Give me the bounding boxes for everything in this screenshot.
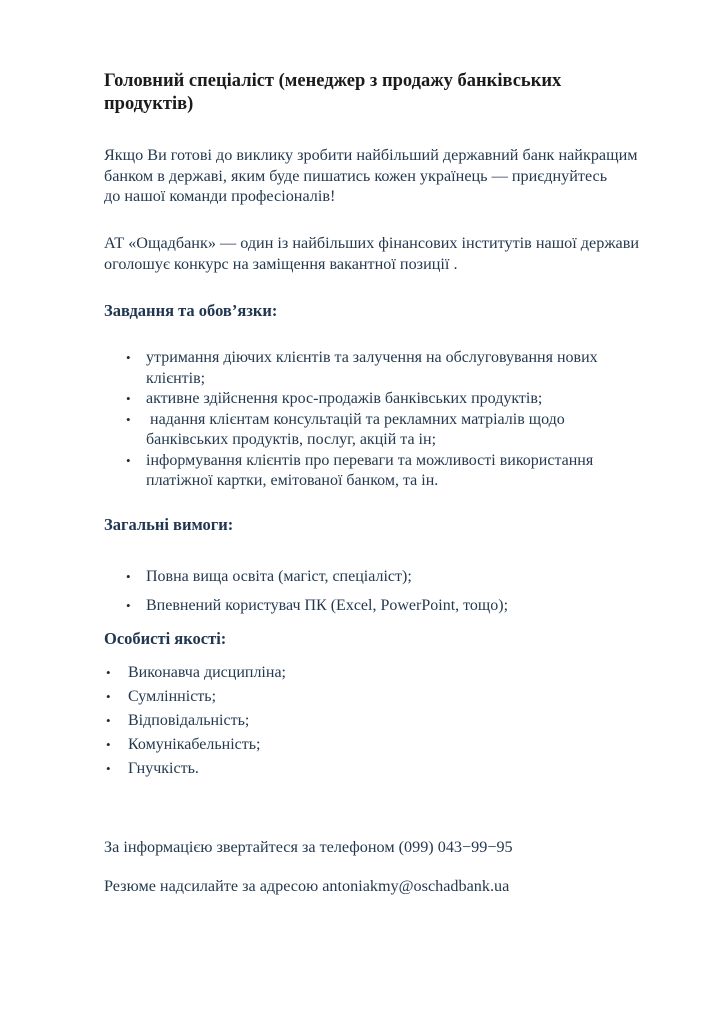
intro-line: банком в державі, яким буде пишатись кожен українець — приєднуйтесь — [104, 166, 608, 185]
list-item-text: Повна вища освіта (магіст, спеціаліст); — [146, 568, 412, 585]
requirements-list — [126, 567, 509, 624]
job-title-line: продуктів) — [104, 94, 194, 114]
list-item — [126, 410, 598, 451]
list-item — [126, 451, 598, 492]
bullet-icon: • — [106, 665, 111, 680]
list-item-text: утримання діючих клієнтів та залучення на обслуговування нових — [146, 349, 598, 366]
list-item-text: платіжної картки, емітованої банком, та ін. — [146, 472, 439, 489]
list-item — [126, 348, 598, 389]
bullet-icon: • — [126, 411, 131, 427]
list-item-text: банківських продуктів, послуг, акцій та ін; — [146, 431, 437, 448]
job-title-line: Головний спеціаліст (менеджер з продажу банківських — [104, 71, 562, 91]
list-item — [106, 735, 286, 756]
list-item-text: активне здійснення крос-продажів банківських продуктів; — [146, 390, 543, 407]
duties-heading: Завдання та обов’язки: — [104, 301, 278, 320]
qualities-list — [106, 663, 286, 783]
about-line: АТ «Ощадбанк» — один із найбільших фінансових інститутів нашої держави — [104, 234, 639, 252]
list-item — [106, 687, 286, 708]
contact-phone: За інформацією звертайтеся за телефоном (099) 043−99−95 — [104, 838, 513, 856]
list-item — [106, 663, 286, 684]
list-item-text: Гнучкість. — [128, 760, 199, 777]
bullet-icon: • — [126, 569, 131, 584]
list-item-text: Виконавча дисципліна; — [128, 664, 286, 681]
bullet-icon: • — [126, 452, 131, 468]
bullet-icon: • — [126, 391, 131, 406]
list-item-text: Впевнений користувач ПК (Excel, PowerPoint, тощо); — [146, 596, 509, 614]
about-line: оголошує конкурс на заміщення вакантної позиції . — [104, 254, 458, 273]
intro-line: Якщо Ви готові до виклику зробити найбільший державний банк найкращим — [104, 146, 638, 164]
bullet-icon: • — [106, 761, 111, 776]
contact-email: Резюме надсилайте за адресою antoniakmy@oschadbank.ua — [104, 877, 510, 895]
list-item-text: Комунікабельність; — [128, 736, 261, 753]
list-item-text: Сумлінність; — [128, 688, 217, 705]
list-item-text: клієнтів; — [146, 369, 206, 387]
bullet-icon: • — [126, 350, 131, 365]
list-item — [106, 711, 286, 732]
bullet-icon: • — [106, 713, 111, 728]
bullet-icon: • — [106, 737, 111, 752]
list-item-text: інформування клієнтів про переваги та можливості використання — [146, 451, 594, 469]
bullet-icon: • — [126, 597, 131, 613]
job-title — [104, 70, 664, 116]
duties-list — [126, 348, 598, 492]
intro-line: до нашої команди професіоналів! — [104, 187, 336, 205]
list-item — [126, 596, 509, 617]
list-item — [126, 389, 598, 410]
list-item — [106, 759, 286, 780]
list-item-text: Відповідальність; — [128, 712, 250, 729]
list-item — [126, 567, 508, 588]
qualities-heading: Особисті якості: — [104, 629, 227, 648]
list-item-text: надання клієнтам консультацій та рекламних матріалів щодо — [146, 410, 565, 428]
about-paragraph — [104, 233, 639, 274]
requirements-heading: Загальні вимоги: — [104, 515, 234, 534]
bullet-icon: • — [106, 689, 111, 704]
intro-paragraph — [104, 145, 637, 207]
